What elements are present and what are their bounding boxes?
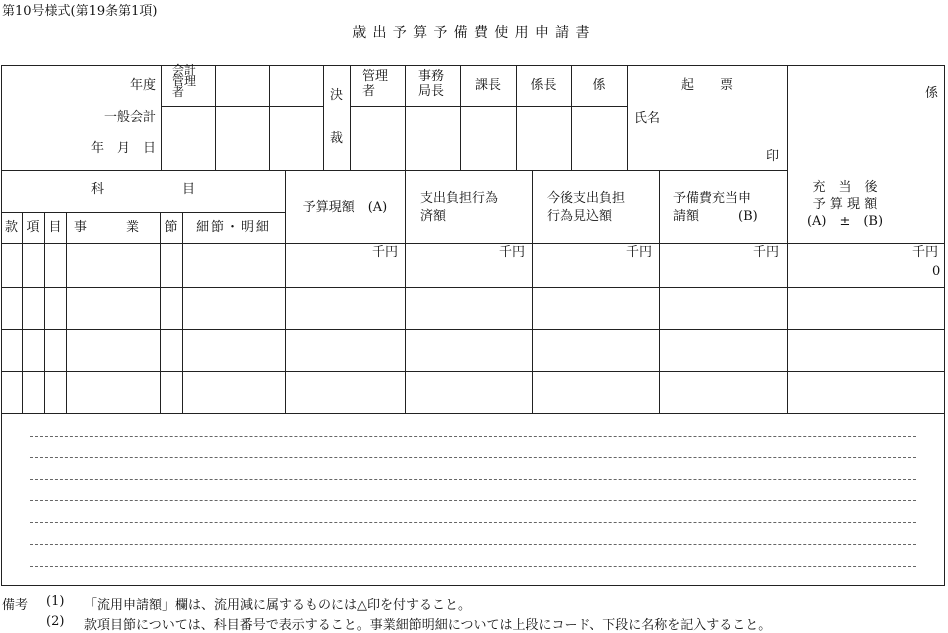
page-title: 歳出予算予備費使用申請書 [352, 25, 596, 41]
note-2-number: (2) [46, 614, 65, 629]
writing-line [30, 436, 916, 437]
rule [532, 170, 533, 414]
rule [160, 212, 161, 414]
reserve-request-header: 予備費充当申 請額 (B) [673, 191, 758, 224]
current-budget-header: 予算現額 (A) [302, 200, 388, 215]
rule [350, 65, 351, 170]
unit-after-budget: 千円 [912, 245, 939, 260]
decision-label-top: 決 [330, 88, 344, 103]
rule [66, 212, 67, 414]
setsu-header: 節 [164, 220, 178, 235]
unit-reserve-request: 千円 [753, 245, 780, 260]
note-1-text: 「流用申請額」欄は、流用減に属するものには△印を付すること。 [84, 598, 471, 613]
rule [787, 243, 788, 414]
rule [161, 65, 162, 170]
writing-line [30, 566, 916, 567]
rule [323, 65, 324, 170]
rule [44, 212, 45, 414]
rule [1, 243, 945, 244]
form-number: 第10号様式(第19条第1項) [2, 4, 158, 19]
subject-group-header: 科 目 [90, 182, 195, 197]
subsection-chief-label: 係長 [530, 78, 557, 93]
rule [350, 106, 627, 107]
seal-label: 印 [766, 149, 780, 164]
note-1-number: (1) [46, 594, 65, 609]
rule [405, 65, 406, 170]
rule [405, 170, 406, 414]
rule [1, 329, 945, 330]
rule [269, 65, 270, 170]
rule [1, 413, 945, 414]
committed-header: 支出負担行為 済額 [420, 191, 499, 224]
rule [1, 170, 788, 171]
rule [161, 106, 323, 107]
manager-label: 管理 者 [362, 69, 389, 99]
drafter-label: 起 票 [680, 78, 733, 93]
general-account-label: 一般会計 [103, 110, 156, 125]
writing-line [30, 500, 916, 501]
kan-header: 款 [4, 220, 18, 235]
after-budget-value: 0 [932, 264, 941, 279]
rule [1, 287, 945, 288]
staff-right-label: 係 [925, 86, 939, 101]
rule [1, 371, 945, 372]
unit-committed: 千円 [499, 245, 526, 260]
expected-header: 今後支出負担 行為見込額 [547, 191, 626, 224]
date-label: 年 月 日 [90, 141, 156, 156]
notes-label: 備考 [2, 598, 29, 613]
fiscal-year-label: 年度 [129, 78, 156, 93]
moku-header: 目 [48, 220, 62, 235]
after-budget-header: 充 当 後 予 算 現 額 (A) ± (B) [806, 180, 884, 229]
section-chief-label: 課長 [474, 78, 501, 93]
writing-line [30, 479, 916, 480]
staff-label: 係 [592, 78, 606, 93]
accounting-manager-label: 会計 管理 者 [172, 63, 197, 99]
writing-line [30, 522, 916, 523]
unit-current-budget: 千円 [372, 245, 399, 260]
office-director-label: 事務 局長 [418, 69, 445, 99]
rule [215, 65, 216, 170]
note-2-text: 款項目節については、科目番号で表示すること。事業細節明細については上段にコード、下段に名称を記入すること。 [84, 618, 772, 633]
rule [22, 212, 23, 414]
unit-expected: 千円 [626, 245, 653, 260]
kou-header: 項 [26, 220, 40, 235]
jigyou-header: 事 業 [74, 220, 140, 235]
rule [659, 170, 660, 414]
detail-header: 細節・明細 [196, 220, 271, 235]
name-label: 氏名 [634, 111, 661, 126]
rule [182, 212, 183, 414]
writing-line [30, 544, 916, 545]
writing-line [30, 457, 916, 458]
decision-label-bottom: 裁 [330, 131, 344, 146]
